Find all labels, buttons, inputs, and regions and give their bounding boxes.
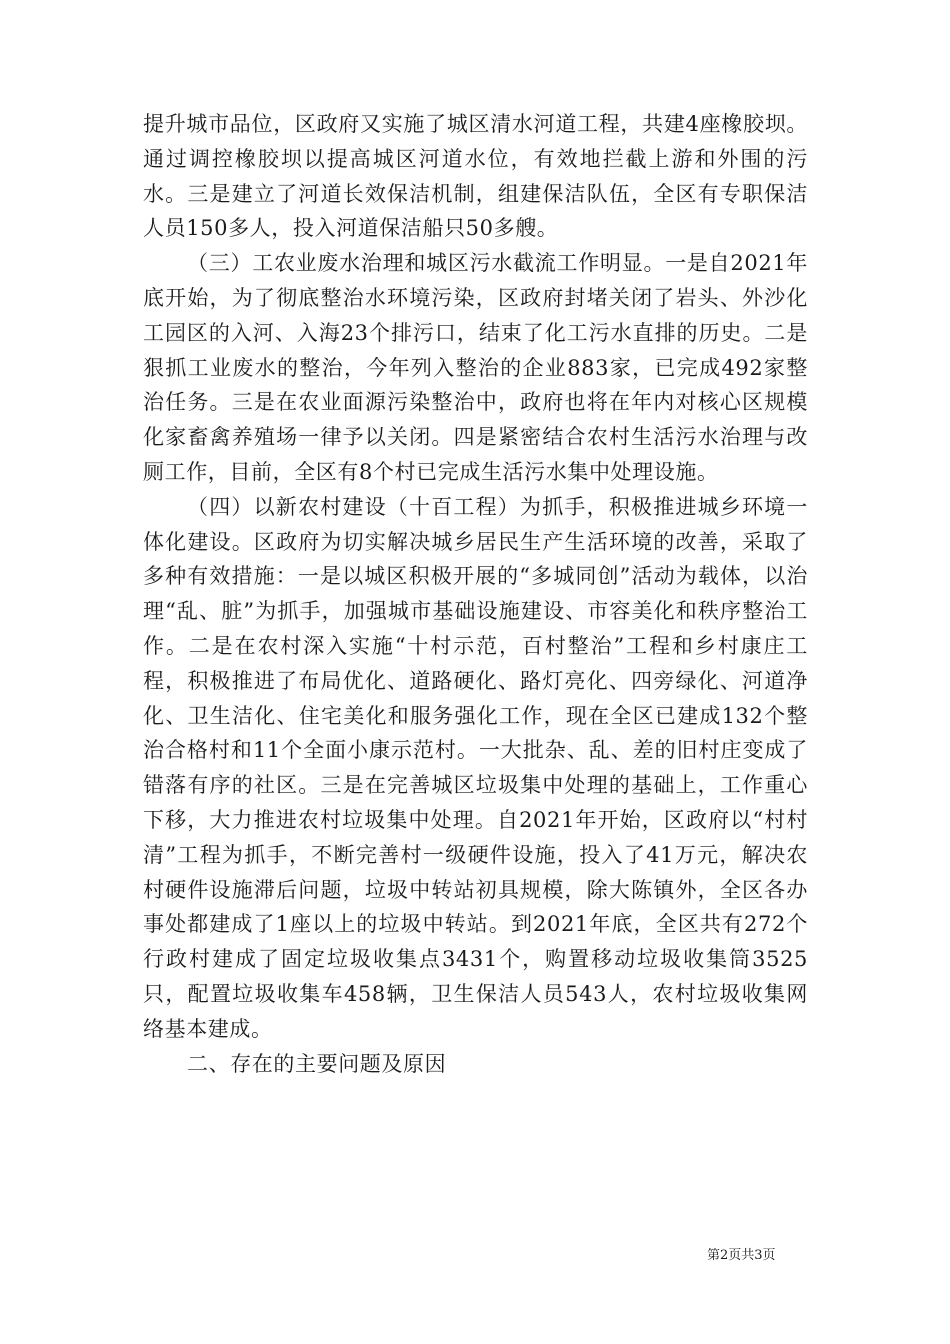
paragraph-section-four: （四）以新农村建设（十百工程）为抓手，积极推进城乡环境一体化建设。区政府为切实解决城乡居民生产生活环境的改善，采取了多种有效措施：一是以城区积极开展的“多城同创”活动为载体，以治理“乱、脏”为抓手，加强城市基础设施建设、市容美化和秩序整治工作。二是在农村深入实施“十村示范，百村整治”工程和乡村康庄工程，积极推进了布局优化、道路硬化、路灯亮化、四旁绿化、河道净化、卫生洁化、住宅美化和服务强化工作，现在全区已建成132个整治合格村和11个全面小康示范村。一大批杂、乱、差的旧村庄变成了错落有序的社区。三是在完善城区垃圾集中处理的基础上，工作重心下移，大力推进农村垃圾集中处理。自2021年开始，区政府以“村村清”工程为抓手，不断完善村一级硬件设施，投入了41万元，解决农村硬件设施滞后问题，垃圾中转站初具规模，除大陈镇外，全区各办事处都建成了1座以上的垃圾中转站。到2021年底，全区共有272个行政村建成了固定垃圾收集点3431个，购置移动垃圾收集筒3525只，配置垃圾收集车458辆，卫生保洁人员543人，农村垃圾收集网络基本建成。 <box>143 494 808 1041</box>
section-heading: 二、存在的主要问题及原因 <box>187 1051 447 1076</box>
paragraph-continuation: 提升城市品位，区政府又实施了城区清水河道工程，共建4座橡胶坝。通过调控橡胶坝以提高城区河道水位，有效地拦截上游和外围的污水。三是建立了河道长效保洁机制，组建保洁队伍，全区有专职保洁人员150多人，投入河道保洁船只50多艘。 <box>143 112 808 241</box>
document-body <box>143 107 808 1081</box>
page-number-footer: 第2页共3页 <box>707 1248 776 1263</box>
paragraph-section-three: （三）工农业废水治理和城区污水截流工作明显。一是自2021年底开始，为了彻底整治水环境污染，区政府封堵关闭了岩头、外沙化工园区的入河、入海23个排污口，结束了化工污水直排的历史。二是狠抓工业废水的整治，今年列入整治的企业883家，已完成492家整治任务。三是在农业面源污染整治中，政府也将在年内对核心区规模化家畜禽养殖场一律予以关闭。四是紧密结合农村生活污水治理与改厕工作，目前，全区有8个村已完成生活污水集中处理设施。 <box>143 251 808 484</box>
